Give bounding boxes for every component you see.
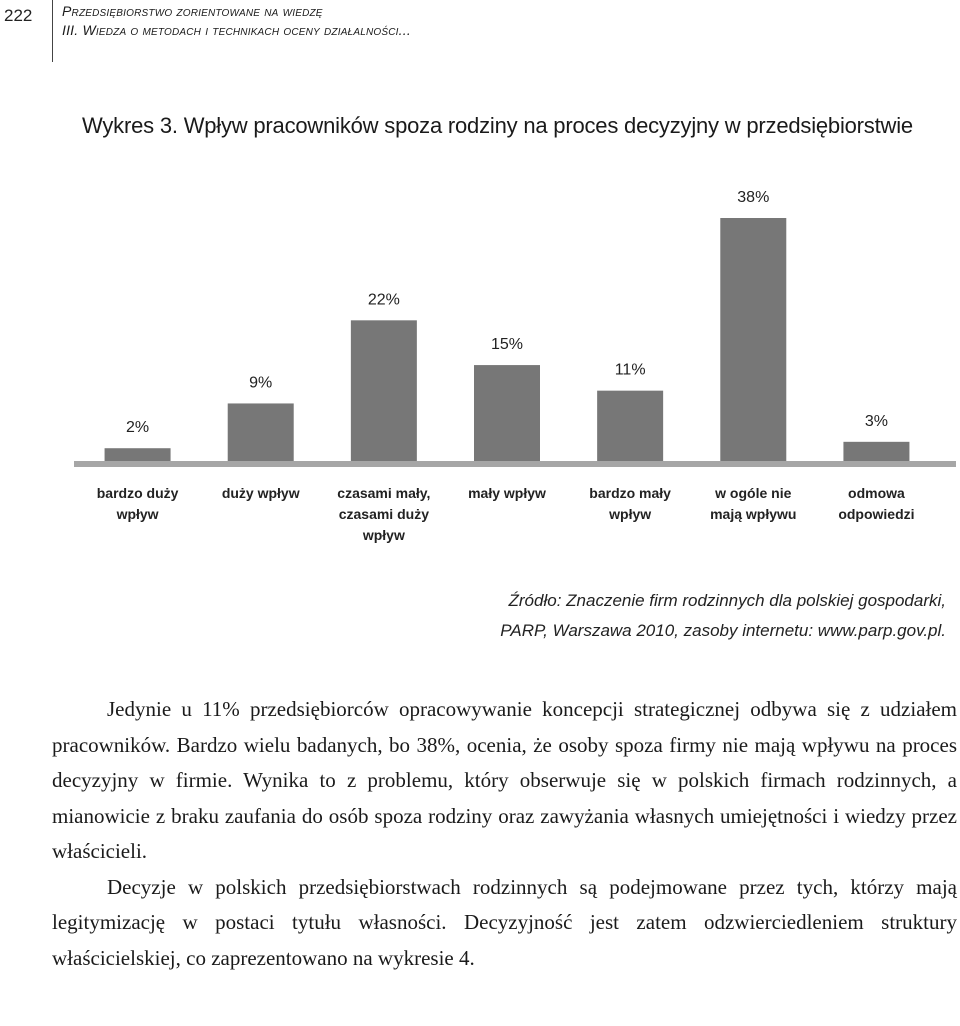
- running-head-line-2: III. Wiedza o metodach i technikach oceny działalności...: [62, 22, 411, 38]
- category-label: wpływ: [609, 506, 652, 522]
- category-label: odmowa: [848, 485, 905, 501]
- running-head-line-1: Przedsiębiorstwo zorientowane na wiedzę: [62, 3, 323, 19]
- category-label: czasami mały,: [337, 485, 431, 501]
- bar-value-label: 11%: [614, 361, 646, 379]
- category-label: mają wpływu: [710, 506, 797, 522]
- bar: [105, 448, 171, 461]
- source-line-2: PARP, Warszawa 2010, zasoby internetu: www.parp.gov.pl.: [500, 621, 946, 640]
- category-label: czasami duży: [338, 506, 429, 522]
- category-label: wpływ: [362, 527, 405, 543]
- x-axis-line: [74, 461, 956, 467]
- bar: [720, 218, 786, 461]
- bar: [597, 391, 663, 461]
- bar: [228, 403, 294, 461]
- bar-value-label: 15%: [490, 336, 524, 354]
- category-label: wpływ: [116, 506, 159, 522]
- bar-value-label: 38%: [737, 189, 770, 206]
- category-label: bardzo mały: [589, 485, 671, 501]
- paragraph-2: Decyzje w polskich przedsiębiorstwach rodzinnych są podejmowane przez tych, którzy mają legitymizację w postaci tytułu własności. Decyzyjność jest zatem odzwierciedleniem struktury właścicielskiej, co zaprezentowano na wykresie 4.: [52, 874, 957, 970]
- bar: [474, 365, 540, 461]
- bar: [351, 320, 417, 461]
- bar-value-label: 22%: [367, 291, 400, 309]
- running-head: [62, 2, 411, 40]
- header-divider: [52, 0, 53, 62]
- bar: [843, 442, 909, 461]
- category-label: mały wpływ: [468, 485, 546, 501]
- bar-chart: [0, 180, 960, 560]
- body-text: [52, 692, 957, 976]
- figure-source: [306, 586, 946, 646]
- paragraph-1: Jedynie u 11% przedsiębiorców opracowywanie koncepcji strategicznej odbywa się z udziałem pracowników. Bardzo wielu badanych, bo 38%, ocenia, że osoby spoza firmy nie mają wpływu na proces decyzyjny w firmie. Wynika to z problemu, który obserwuje się w polskich firmach rodzinnych, a mianowicie z braku zaufania do osób spoza rodziny oraz zawyżania własnych umiejętności i wiedzy przez właścicieli.: [52, 697, 957, 863]
- category-label: w ogóle nie: [715, 485, 792, 501]
- source-line-1: Źródło: Znaczenie firm rodzinnych dla polskiej gospodarki,: [508, 591, 946, 610]
- bar-value-label: 2%: [126, 419, 150, 437]
- page-number: 222: [4, 6, 33, 25]
- figure-caption: Wykres 3. Wpływ pracowników spoza rodziny na proces decyzyjny w przedsiębiorstwie: [82, 113, 913, 138]
- bar-value-label: 9%: [249, 374, 273, 392]
- category-label: bardzo duży: [96, 485, 179, 501]
- category-label: odpowiedzi: [838, 506, 915, 522]
- category-label: duży wpływ: [221, 485, 300, 501]
- bar-value-label: 3%: [864, 412, 888, 430]
